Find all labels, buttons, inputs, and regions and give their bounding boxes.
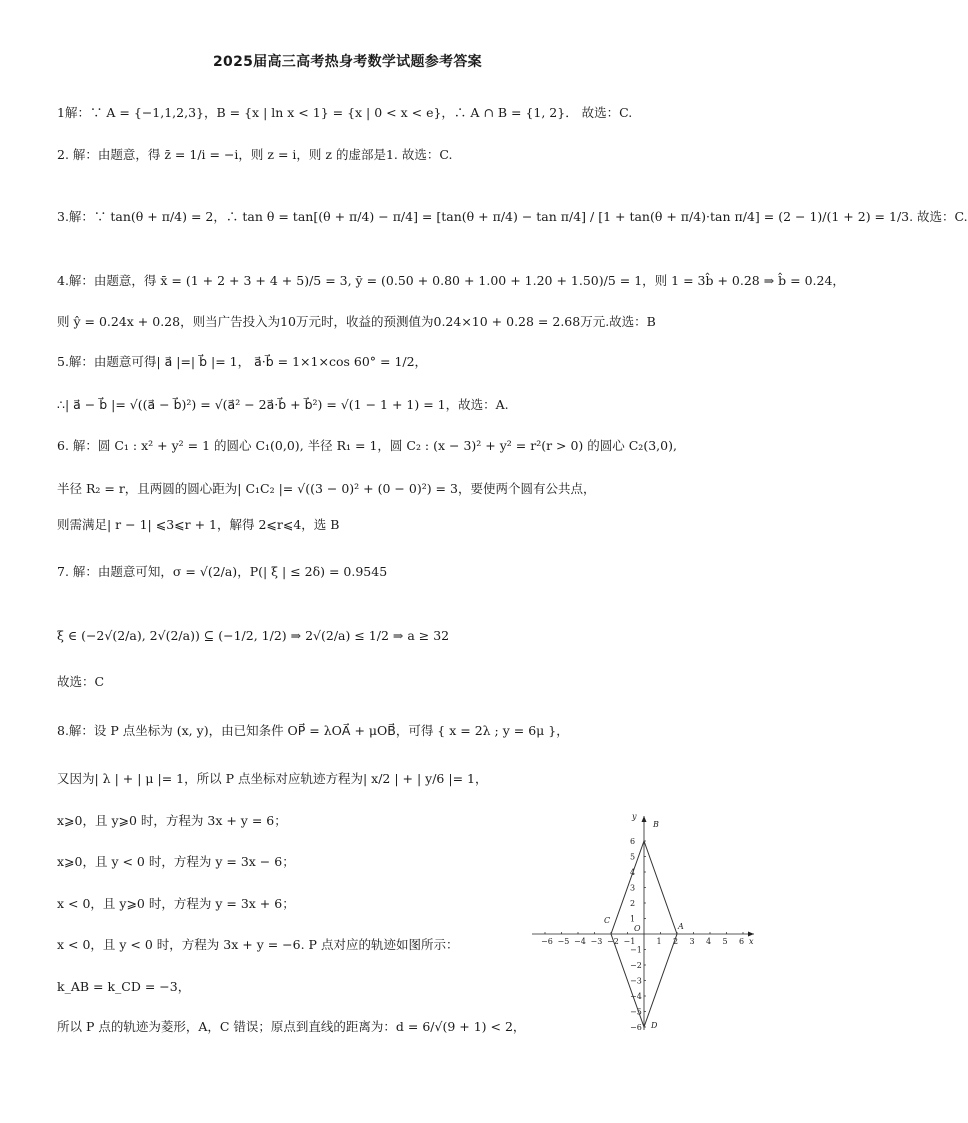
rhombus-graph [528,810,760,1035]
answer-8-line-5: x < 0，且 y⩾0 时，方程为 y = 3x + 6； [57,896,295,911]
x-tick-label: 1 [656,937,662,946]
x-tick-label: 5 [722,937,728,946]
answer-8-line-8: 所以 P 点的轨迹为菱形，A，C 错误；原点到直线的距离为：d = 6/√(9 + 1) < 2， [57,1019,526,1034]
x-tick-label: −5 [557,937,570,946]
answer-4-line-1: 4.解：由题意，得 x̄ = (1 + 2 + 3 + 4 + 5)/5 = 3, ȳ = (0.50 + 0.80 + 1.00 + 1.20 + 1.50)/5 = 1，则 1 = 3b̂ + 0.28 ⇒ b̂ = 0.24， [57,273,845,288]
y-axis-arrow-icon [642,816,647,822]
answer-6-line-2: 半径 R₂ = r，且两圆的圆心距为| C₁C₂ |= √((3 − 0)² + (0 − 0)²) = 3，要使两个圆有公共点， [57,481,596,496]
x-tick-label: 6 [739,937,745,946]
y-tick-label: −5 [630,1007,642,1017]
y-tick-label: 2 [630,899,636,908]
y-axis-label: y [632,812,637,821]
point-d-label: D [651,1021,658,1030]
answer-8-line-3: x⩾0，且 y⩾0 时，方程为 3x + y = 6； [57,813,287,828]
y-tick-label: 6 [630,837,636,846]
answer-8-line-2: 又因为| λ | + | μ |= 1，所以 P 点坐标对应轨迹方程为| x/2 | + | y/6 |= 1， [57,771,488,786]
x-axis-label: x [749,937,754,946]
answer-3: 3.解：∵ tan(θ + π/4) = 2，∴ tan θ = tan[(θ + π/4) − π/4] = [tan(θ + π/4) − tan π/4] / [1 + tan(θ + π/4)·tan π/4] = (2 − 1)/(1 + 2) = 1/3. 故选：C. [57,209,968,224]
answer-8-line-7: k_AB = k_CD = −3， [57,979,191,994]
y-tick-label: 4 [630,868,636,877]
y-tick-label: −4 [630,992,642,1001]
answer-8-line-1: 8.解：设 P 点坐标为 (x, y)，由已知条件 OP⃗ = λOA⃗ + μOB⃗，可得 { x = 2λ ; y = 6μ }， [57,723,569,738]
x-tick-label: 3 [689,937,695,946]
answer-5-line-1: 5.解：由题意可得| a⃗ |=| b⃗ |= 1， a⃗·b⃗ = 1×1×cos 60° = 1/2， [57,354,428,369]
answer-1: 1解：∵ A = {−1,1,2,3}，B = {x | ln x < 1} = {x | 0 < x < e}，∴ A ∩ B = {1, 2}． 故选：C. [57,105,633,120]
answer-4-line-2: 则 ŷ = 0.24x + 0.28，则当广告投入为10万元时，收益的预测值为0.24×10 + 0.28 = 2.68万元.故选：B [57,314,656,329]
answer-5-line-2: ∴| a⃗ − b⃗ |= √((a⃗ − b⃗)²) = √(a⃗² − 2a⃗·b⃗ + b⃗²) = √(1 − 1 + 1) = 1，故选：A. [57,397,509,412]
x-tick-label: −4 [574,937,586,946]
answer-7-line-2: ξ ∈ (−2√(2/a), 2√(2/a)) ⊆ (−1/2, 1/2) ⇒ 2√(2/a) ≤ 1/2 ⇒ a ≥ 32 [57,628,450,643]
point-a-label: A [678,922,684,931]
document-title: 2025届高三高考热身考数学试题参考答案 [213,54,482,70]
x-tick-label: −1 [623,937,636,946]
answer-8-line-4: x⩾0，且 y < 0 时，方程为 y = 3x − 6； [57,854,295,869]
y-tick-label: 3 [630,883,636,893]
origin-label: O [634,924,641,933]
x-tick-label: −6 [541,937,553,946]
x-axis-arrow-icon [748,932,754,937]
answer-6-line-1: 6. 解：圆 C₁ : x² + y² = 1 的圆心 C₁(0,0), 半径 R₁ = 1，圆 C₂ : (x − 3)² + y² = r²(r > 0) 的圆心 C₂(3,0), [57,438,677,453]
y-tick-label: 1 [630,914,636,924]
point-b-label: B [653,820,659,829]
graph-ticks [541,837,744,1032]
point-c-label: C [604,916,611,925]
y-tick-label: −3 [630,976,642,986]
answer-7-line-3: 故选：C [57,674,105,689]
x-tick-label: −2 [607,937,619,946]
x-tick-label: 4 [706,937,712,946]
x-tick-label: 2 [673,937,679,946]
y-tick-label: −2 [630,961,642,970]
y-tick-label: 5 [630,852,636,862]
answer-7-line-1: 7. 解：由题意可知，σ = √(2/a)，P(| ξ | ≤ 2δ) = 0.9545 [57,564,388,579]
y-tick-label: −1 [630,945,642,955]
x-tick-label: −3 [590,937,603,946]
graph-axes [532,816,754,1030]
answer-6-line-3: 则需满足| r − 1| ⩽3⩽r + 1，解得 2⩽r⩽4，选 B [57,517,340,532]
answer-8-line-6: x < 0，且 y < 0 时，方程为 3x + y = −6. P 点对应的轨迹如图所示： [57,937,459,952]
answer-2: 2. 解：由题意，得 z̄ = 1/i = −i，则 z = i，则 z 的虚部是1. 故选：C. [57,147,453,162]
y-tick-label: −6 [630,1023,642,1032]
